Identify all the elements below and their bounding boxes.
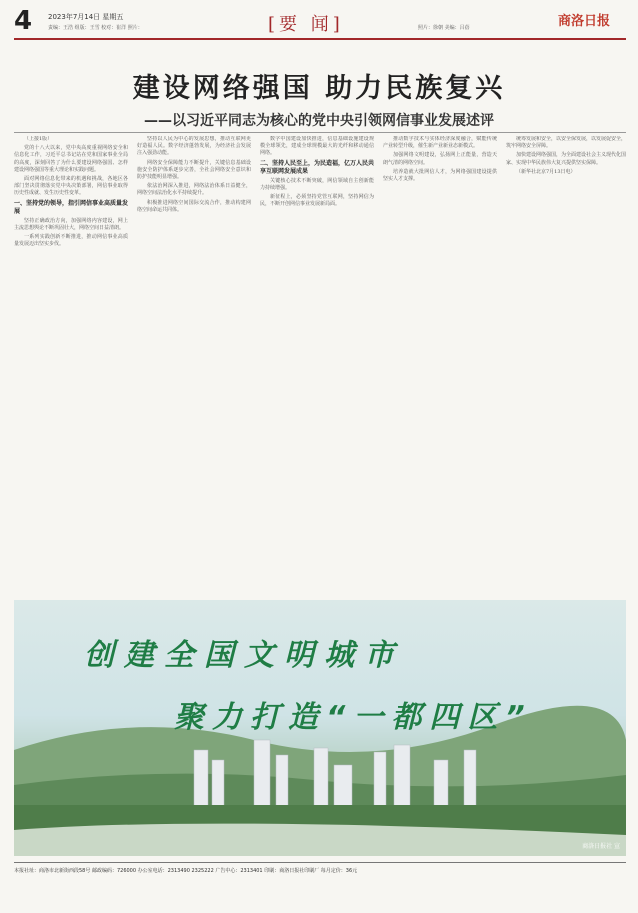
- section-subhead: 二、坚持人民至上，为民造福，亿万人民共享互联网发展成果: [260, 159, 374, 175]
- article-paragraph: 坚持以人民为中心的发展思想，推动互联网更好造福人民。数字经济蓬勃发展，为经济社会发展注入强劲动能。: [137, 136, 251, 157]
- editor-credits-right: 照片：徐朝 美编：吕蓓: [418, 25, 470, 31]
- article-paragraph: 培养造就大批网信人才，为网络强国建设提供坚实人才支撑。: [383, 168, 497, 183]
- section-subhead: 一、坚持党的领导，指引网信事业高质量发展: [14, 199, 128, 215]
- footer-rule: [14, 862, 626, 863]
- article-column-3: [260, 136, 374, 598]
- article-paragraph: 依法治网深入推进，网络法治体系日益健全，网络空间法治化水平持续提升。: [137, 183, 251, 197]
- article-paragraph: 加快建设网络强国，为全面建设社会主义现代化国家、实现中华民族伟大复兴提供坚实保障。: [506, 152, 626, 166]
- page-number: 4: [14, 6, 33, 36]
- article-paragraph: 一系列实践创新不断推进，推动网信事业高质量发展迈出坚实步伐。: [14, 234, 128, 248]
- article-column-2: [137, 136, 251, 598]
- article-column-4: [383, 136, 497, 598]
- newspaper-logo: 商洛日报: [558, 14, 611, 29]
- editor-credits-left: 责编：王浩 组版：王雪 校对：崔洋 照片：: [48, 25, 143, 31]
- article-paragraph: 网络安全保障能力不断提升，关键信息基础设施安全防护体系逐步完善，全社会网络安全意识和防护技能明显增强。: [137, 159, 251, 181]
- issue-date: 2023年7月14日 星期五: [48, 13, 124, 21]
- article-paragraph: 关键核心技术不断突破，网信领域自主创新能力持续增强。: [260, 177, 374, 191]
- article-column-5: [506, 136, 626, 598]
- banner-slogan-line1: 创建全国文明城市: [84, 638, 404, 673]
- footer-info: 本报社址：商洛市北新街西段58号 邮政编码：726000 办公室电话：2313490 2325222 广告中心：2313401 印刷：商洛日报社印刷厂 每月定价：36元: [14, 868, 358, 874]
- article-paragraph: 推动数字技术与实体经济深度融合，赋能传统产业转型升级，催生新产业新业态新模式。: [383, 136, 497, 150]
- article-paragraph: 数字中国建设加快推进，信息基础设施建设规模全球领先，建成全球规模最大的光纤和移动通信网络。: [260, 136, 374, 157]
- subheadline: ——以习近平同志为核心的党中央引领网信事业发展述评: [144, 113, 494, 129]
- article-paragraph: 新征程上，必须坚持党管互联网，坚持网信为民，不断开创网信事业发展新局面。: [260, 194, 374, 208]
- article-paragraph: 积极推进网络空间国际交流合作，推动构建网络空间命运共同体。: [137, 199, 251, 213]
- article-paragraph: 面对网络信息化带来的机遇和挑战，各地区各部门坚决贯彻落实党中央决策部署，网信事业取得历史性成就、发生历史性变革。: [14, 176, 128, 197]
- headline: 建设网络强国 助力民族复兴: [132, 73, 506, 104]
- article-paragraph: 党的十八大以来，党中央高度重视网络安全和信息化工作，习近平总书记站在党和国家事业全局的高度，深刻回答了为什么要建设网络强国、怎样建设网络强国等重大理论和实践问题。: [14, 145, 128, 173]
- banner-credit: 商洛日报社 宣: [582, 843, 620, 850]
- article-column-1: [14, 136, 128, 598]
- article-paragraph: 统筹发展和安全，以安全保发展，以发展促安全，筑牢网络安全屏障。: [506, 136, 626, 150]
- article-paragraph: 坚持正确政治方向，加强网络内容建设，网上主流思想舆论不断巩固壮大，网络空间日益清朗。: [14, 217, 128, 231]
- article-paragraph: （上接1版）: [24, 136, 53, 142]
- banner-slogan-line2: 聚力打造“一都四区”: [174, 700, 533, 735]
- top-rule: [14, 38, 626, 40]
- article-byline: （新华社北京7月13日电）: [516, 168, 576, 175]
- section-title: [要 闻]: [268, 14, 344, 35]
- article-paragraph: 加强网络文明建设，弘扬网上正能量，营造天朗气清的网络空间。: [383, 152, 497, 166]
- civilization-banner: [14, 600, 626, 856]
- headline-rule: [14, 132, 626, 133]
